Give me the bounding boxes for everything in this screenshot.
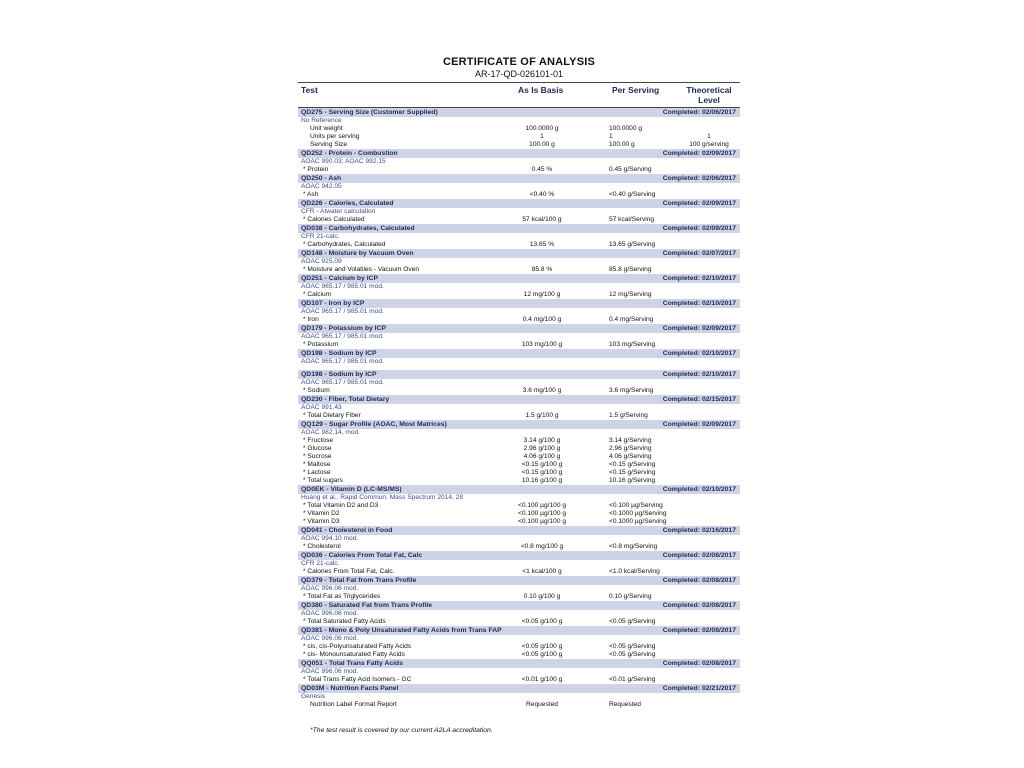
section-completed-date: Completed: 02/08/2017	[662, 552, 736, 559]
result-name: Unit weight	[310, 125, 343, 132]
accreditation-footnote: *The test result is covered by our current A2LA accreditation.	[310, 727, 493, 734]
section-completed-date: Completed: 02/10/2017	[662, 486, 736, 493]
result-row	[298, 701, 740, 709]
result-as-is-value: 3.6 mg/100 g	[522, 387, 562, 394]
section-header	[298, 274, 740, 283]
section-method: AOAC 996.06 mod.	[301, 668, 359, 675]
result-row	[298, 291, 740, 299]
result-as-is-value: <1 kcal/100 g	[522, 568, 562, 575]
result-row	[298, 502, 740, 510]
result-name: Serving Size	[310, 141, 348, 148]
section-method: AOAC 996.06 mod.	[301, 610, 359, 617]
result-row	[298, 125, 740, 133]
section-method: AOAC 942.05	[301, 183, 342, 190]
column-header-row	[298, 82, 740, 108]
section-code: QD252 - Protein - Combustion	[301, 150, 398, 157]
result-row	[298, 518, 740, 526]
section-header	[298, 199, 740, 208]
result-row	[298, 133, 740, 141]
section-header	[298, 174, 740, 183]
result-row	[298, 341, 740, 349]
result-row	[298, 510, 740, 518]
section-header	[298, 659, 740, 668]
result-name: * Protein	[303, 166, 329, 173]
result-row	[298, 477, 740, 485]
result-row	[298, 387, 740, 395]
document-title: CERTIFICATE OF ANALYSIS	[442, 56, 596, 68]
section-completed-date: Completed: 02/16/2017	[662, 527, 736, 534]
result-as-is-value: 0.45 %	[531, 166, 553, 173]
result-as-is-value: <0.100 µg/100 g	[518, 510, 566, 517]
result-row	[298, 643, 740, 651]
result-row	[298, 141, 740, 149]
result-as-is-value: 100.00 g	[529, 141, 555, 148]
section-header	[298, 149, 740, 158]
result-per-serving-value: <0.01 g/Serving	[609, 676, 656, 683]
section-completed-date: Completed: 02/09/2017	[662, 150, 736, 157]
section-completed-date: Completed: 02/08/2017	[662, 627, 736, 634]
result-per-serving-value: 1.5 g/Serving	[609, 412, 648, 419]
result-as-is-value: <0.15 g/100 g	[521, 461, 563, 468]
result-row	[298, 437, 740, 445]
section-method: AOAC 965.17 / 985.01 mod.	[301, 308, 384, 315]
result-as-is-value: 57 kcal/100 g	[522, 216, 562, 223]
result-per-serving-value: 103 mg/Serving	[609, 341, 656, 348]
result-row	[298, 216, 740, 224]
section-completed-date: Completed: 02/10/2017	[662, 275, 736, 282]
section-header	[298, 108, 740, 117]
result-name: * Total Saturated Fatty Acids	[303, 618, 386, 625]
result-per-serving-value: 3.14 g/Serving	[609, 437, 652, 444]
section-header	[298, 526, 740, 535]
result-name: Nutrition Label Format Report	[310, 701, 397, 708]
section-header	[298, 249, 740, 258]
section-method: AOAC 991.43	[301, 404, 342, 411]
column-per-serving: Per Serving	[612, 85, 660, 95]
result-row	[298, 618, 740, 626]
result-per-serving-value: 10.16 g/Serving	[609, 477, 656, 484]
section-code: QD198 - Sodium by ICP	[301, 371, 377, 378]
section-code: QD230 - Fiber, Total Dietary	[301, 396, 390, 403]
section-code: QD250 - Ash	[301, 175, 342, 182]
result-per-serving-value: 4.06 g/Serving	[609, 453, 652, 460]
column-theoretical-level: Theoretical Level	[686, 85, 732, 105]
section-completed-date: Completed: 02/09/2017	[662, 421, 736, 428]
section-header	[298, 551, 740, 560]
section-method: AOAC 996.06 mod.	[301, 635, 359, 642]
result-row	[298, 543, 740, 551]
result-as-is-value: 13.65 %	[529, 241, 555, 248]
result-row	[298, 316, 740, 324]
result-per-serving-value: <1.0 kcal/Serving	[609, 568, 660, 575]
section-code: QD0EK - Vitamin D (LC-MS/MS)	[301, 486, 402, 493]
section-code: QD148 - Moisture by Vacuum Oven	[301, 250, 414, 257]
result-as-is-value: 1	[540, 133, 544, 140]
result-as-is-value: 4.06 g/100 g	[523, 453, 561, 460]
result-row	[298, 676, 740, 684]
result-per-serving-value: 0.10 g/Serving	[609, 593, 652, 600]
section-method: CFR - Atwater calculation	[301, 208, 376, 215]
result-per-serving-value: <0.15 g/Serving	[609, 461, 656, 468]
section-method: AOAC 996.06 mod.	[301, 585, 359, 592]
result-per-serving-value: 100.0000 g	[609, 125, 643, 132]
section-method: Genesis	[301, 693, 326, 700]
result-as-is-value: <0.40 %	[529, 191, 555, 198]
result-as-is-value: 85.8 %	[531, 266, 553, 273]
section-header	[298, 299, 740, 308]
result-per-serving-value: 100.00 g	[609, 141, 635, 148]
section-completed-date: Completed: 02/07/2017	[662, 250, 736, 257]
result-as-is-value: 103 mg/100 g	[521, 341, 563, 348]
result-as-is-value: 3.14 g/100 g	[523, 437, 561, 444]
result-row	[298, 445, 740, 453]
result-per-serving-value: <0.100 µg/Serving	[609, 502, 663, 509]
result-name: * Calories Calculated	[303, 216, 365, 223]
result-name: * Vitamin D2	[303, 510, 340, 517]
section-method: Huang et al., Rapid Commun. Mass Spectrum 2014, 28	[301, 494, 463, 501]
result-row	[298, 461, 740, 469]
result-name: Units per serving	[310, 133, 360, 140]
result-name: * Carbohydrates, Calculated	[303, 241, 386, 248]
result-theoretical-value: 100 g/serving	[689, 141, 729, 148]
section-method: AOAC 982.14, mod.	[301, 429, 361, 436]
section-code: QD041 - Cholesterol in Food	[301, 527, 393, 534]
result-as-is-value: <0.05 g/100 g	[521, 643, 563, 650]
result-row	[298, 191, 740, 199]
section-code: QD198 - Sodium by ICP	[301, 350, 377, 357]
section-completed-date: Completed: 02/10/2017	[662, 300, 736, 307]
result-per-serving-value: 3.6 mg/Serving	[609, 387, 654, 394]
result-as-is-value: 2.96 g/100 g	[523, 445, 561, 452]
section-method: AOAC 965.17 / 985.01 mod.	[301, 379, 384, 386]
result-per-serving-value: <0.8 mg/Serving	[609, 543, 658, 550]
section-method: AOAC 990.03; AOAC 992.15	[301, 158, 386, 165]
section-method: AOAC 965.17 / 985.01 mod.	[301, 333, 384, 340]
section-completed-date: Completed: 02/06/2017	[662, 175, 736, 182]
result-per-serving-value: 57 kcal/Serving	[609, 216, 655, 223]
section-code: QQ051 - Total Trans Fatty Acids	[301, 660, 403, 667]
result-as-is-value: 12 mg/100 g	[523, 291, 561, 298]
result-as-is-value: <0.100 µg/100 g	[518, 502, 566, 509]
result-name: * Calcium	[303, 291, 332, 298]
result-name: * Total Dietary Fiber	[303, 412, 361, 419]
section-code: QD179 - Potassium by ICP	[301, 325, 386, 332]
result-name: * Iron	[303, 316, 319, 323]
section-completed-date: Completed: 02/06/2017	[662, 109, 736, 116]
result-name: * Ash	[303, 191, 319, 198]
result-name: * Total Vitamin D2 and D3	[303, 502, 379, 509]
section-code: QD379 - Total Fat from Trans Profile	[301, 577, 417, 584]
result-as-is-value: 10.16 g/100 g	[521, 477, 563, 484]
section-method: No Reference	[301, 117, 342, 124]
section-completed-date: Completed: 02/15/2017	[662, 396, 736, 403]
result-as-is-value: <0.8 mg/100 g	[520, 543, 564, 550]
result-name: * Total Trans Fatty Acid Isomers - GC	[303, 676, 412, 683]
result-name: * Sucrose	[303, 453, 332, 460]
result-per-serving-value: 0.45 g/Serving	[609, 166, 652, 173]
result-per-serving-value: <0.1000 µg/Serving	[609, 518, 667, 525]
section-code: QD226 - Calories, Calculated	[301, 200, 394, 207]
result-theoretical-value: 1	[707, 133, 711, 140]
section-completed-date: Completed: 02/08/2017	[662, 577, 736, 584]
result-as-is-value: 0.4 mg/100 g	[522, 316, 562, 323]
column-test: Test	[301, 85, 318, 95]
section-header	[298, 395, 740, 404]
section-method: AOAC 925.09	[301, 258, 342, 265]
result-name: * Glucose	[303, 445, 332, 452]
result-per-serving-value: <0.40 g/Serving	[609, 191, 656, 198]
section-code: QD03M - Nutrition Facts Panel	[301, 685, 399, 692]
result-name: * Calories From Total Fat, Calc.	[303, 568, 395, 575]
section-code: QD036 - Calories From Total Fat, Calc	[301, 552, 423, 559]
result-name: * Vitamin D3	[303, 518, 340, 525]
section-method: AOAC 965.17 / 985.01 mod.	[301, 283, 384, 290]
section-header	[298, 349, 740, 358]
result-name: * cis- Monounsaturated Fatty Acids	[303, 651, 405, 658]
section-method: AOAC 965.17 / 985.01 mod.	[301, 358, 384, 365]
section-header	[298, 224, 740, 233]
section-header	[298, 576, 740, 585]
result-name: * Potassium	[303, 341, 339, 348]
result-as-is-value: <0.01 g/100 g	[521, 676, 563, 683]
section-code: QQ129 - Sugar Profile (AOAC, Most Matrices)	[301, 421, 447, 428]
result-per-serving-value: <0.1000 µg/Serving	[609, 510, 667, 517]
result-per-serving-value: 2.96 g/Serving	[609, 445, 652, 452]
result-as-is-value: 100.0000 g	[525, 125, 559, 132]
result-row	[298, 241, 740, 249]
certificate-document	[298, 56, 740, 709]
section-header	[298, 684, 740, 693]
section-header	[298, 324, 740, 333]
section-header	[298, 370, 740, 379]
section-completed-date: Completed: 02/09/2017	[662, 200, 736, 207]
section-completed-date: Completed: 02/10/2017	[662, 350, 736, 357]
result-per-serving-value: <0.05 g/Serving	[609, 618, 656, 625]
result-name: * Total Fat as Triglycerides	[303, 593, 381, 600]
result-per-serving-value: Requested	[609, 701, 641, 708]
result-row	[298, 412, 740, 420]
result-row	[298, 469, 740, 477]
result-per-serving-value: 1	[609, 133, 613, 140]
result-per-serving-value: 13.65 g/Serving	[609, 241, 656, 248]
section-method: CFR 21-calc.	[301, 560, 340, 567]
result-name: * Moisture and Volatiles - Vacuum Oven	[303, 266, 420, 273]
section-completed-date: Completed: 02/08/2017	[662, 660, 736, 667]
section-completed-date: Completed: 02/09/2017	[662, 325, 736, 332]
section-method: AOAC 994.10 mod.	[301, 535, 359, 542]
result-as-is-value: <0.05 g/100 g	[521, 618, 563, 625]
result-as-is-value: <0.05 g/100 g	[521, 651, 563, 658]
result-row	[298, 453, 740, 461]
result-name: * Fructose	[303, 437, 334, 444]
section-code: QD251 - Calcium by ICP	[301, 275, 379, 282]
section-code: QD275 - Serving Size (Customer Supplied)	[301, 109, 438, 116]
result-row	[298, 593, 740, 601]
section-code: QD107 - Iron by ICP	[301, 300, 365, 307]
result-row	[298, 568, 740, 576]
results-table	[298, 108, 740, 709]
section-completed-date: Completed: 02/21/2017	[662, 685, 736, 692]
result-name: * Lactose	[303, 469, 331, 476]
result-name: * Maltose	[303, 461, 331, 468]
result-as-is-value: Requested	[526, 701, 558, 708]
result-as-is-value: <0.100 µg/100 g	[518, 518, 566, 525]
report-id: AR-17-QD-026101-01	[474, 69, 564, 79]
section-header	[298, 601, 740, 610]
section-completed-date: Completed: 02/08/2017	[662, 602, 736, 609]
result-per-serving-value: <0.15 g/Serving	[609, 469, 656, 476]
result-per-serving-value: 85.8 g/Serving	[609, 266, 652, 273]
section-code: QD380 - Saturated Fat from Trans Profile	[301, 602, 433, 609]
column-as-is-basis: As Is Basis	[518, 85, 564, 95]
section-code: QD381 - Mono & Poly Unsaturated Fatty Acids from Trans FAP	[301, 627, 502, 634]
section-header	[298, 626, 740, 635]
result-name: * Total sugars	[303, 477, 343, 484]
result-per-serving-value: <0.05 g/Serving	[609, 651, 656, 658]
section-completed-date: Completed: 02/09/2017	[662, 225, 736, 232]
result-as-is-value: 1.5 g/100 g	[525, 412, 559, 419]
result-row	[298, 651, 740, 659]
section-header	[298, 485, 740, 494]
result-per-serving-value: <0.05 g/Serving	[609, 643, 656, 650]
result-row	[298, 166, 740, 174]
result-name: * Cholesterol	[303, 543, 341, 550]
section-code: QD038 - Carbohydrates, Calculated	[301, 225, 415, 232]
section-completed-date: Completed: 02/10/2017	[662, 371, 736, 378]
section-header	[298, 420, 740, 429]
result-per-serving-value: 0.4 mg/Serving	[609, 316, 654, 323]
result-per-serving-value: 12 mg/Serving	[609, 291, 652, 298]
section-method: CFR 21-calc.	[301, 233, 340, 240]
result-as-is-value: 0.10 g/100 g	[523, 593, 561, 600]
result-name: * cis, cis-Polyunsaturated Fatty Acids	[303, 643, 412, 650]
result-as-is-value: <0.15 g/100 g	[521, 469, 563, 476]
result-row	[298, 266, 740, 274]
result-name: * Sodium	[303, 387, 330, 394]
